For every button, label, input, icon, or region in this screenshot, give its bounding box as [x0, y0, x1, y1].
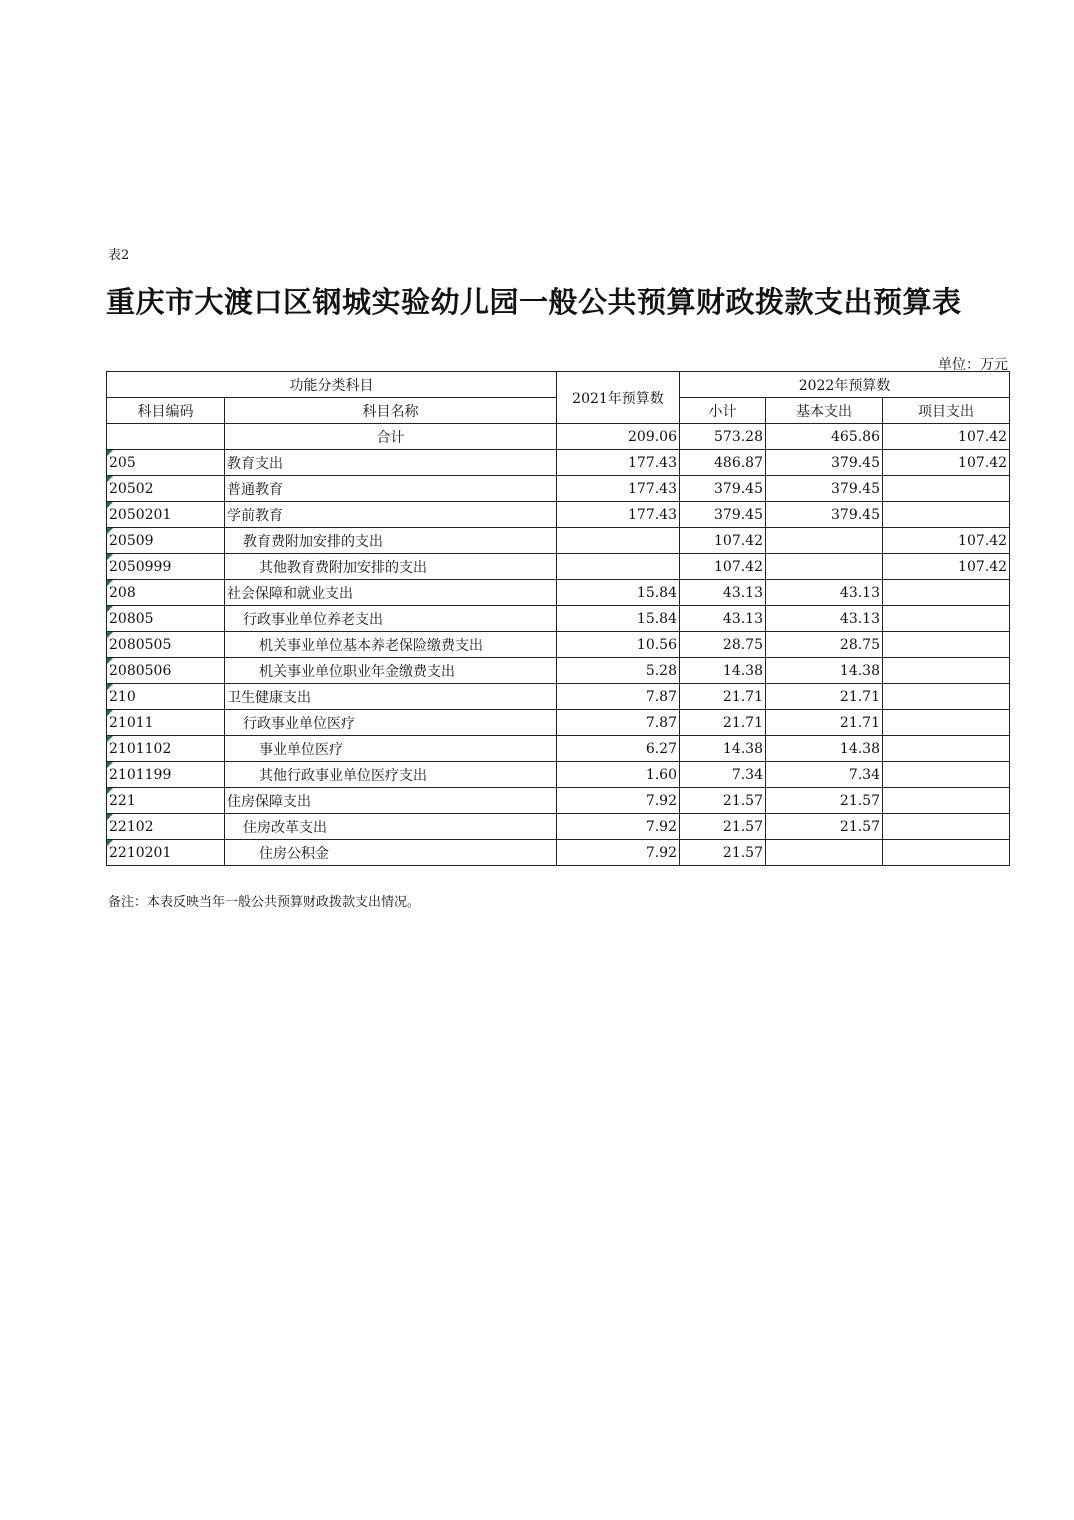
row-budget-2021: 10.56 [557, 632, 680, 658]
row-project: 107.42 [883, 528, 1010, 554]
row-budget-2021: 7.87 [557, 684, 680, 710]
row-name: 住房保障支出 [225, 788, 557, 814]
row-project [883, 476, 1010, 502]
header-budget-2021: 2021年预算数 [557, 372, 680, 424]
row-subtotal: 21.57 [680, 840, 766, 866]
table-row [107, 840, 1010, 866]
row-code [107, 554, 225, 580]
cell-marker-icon [107, 632, 113, 638]
row-code [107, 502, 225, 528]
row-project [883, 788, 1010, 814]
row-project [883, 814, 1010, 840]
row-basic: 379.45 [766, 476, 883, 502]
cell-marker-icon [107, 814, 113, 820]
row-budget-2021: 7.92 [557, 788, 680, 814]
row-name: 教育费附加安排的支出 [225, 528, 557, 554]
header-basic: 基本支出 [766, 398, 883, 424]
total-budget-2021: 209.06 [557, 424, 680, 450]
cell-marker-icon [107, 710, 113, 716]
cell-marker-icon [107, 658, 113, 664]
table-row [107, 554, 1010, 580]
row-code-text: 2050999 [109, 558, 172, 575]
row-code [107, 476, 225, 502]
row-name: 其他行政事业单位医疗支出 [225, 762, 557, 788]
table-row [107, 580, 1010, 606]
table-row [107, 736, 1010, 762]
cell-marker-icon [107, 684, 113, 690]
row-code [107, 736, 225, 762]
row-project [883, 658, 1010, 684]
row-code-text: 208 [109, 584, 136, 601]
table-row [107, 814, 1010, 840]
row-subtotal: 14.38 [680, 658, 766, 684]
row-code-text: 210 [109, 688, 136, 705]
row-basic: 14.38 [766, 736, 883, 762]
row-code [107, 658, 225, 684]
row-name: 社会保障和就业支出 [225, 580, 557, 606]
row-name: 机关事业单位职业年金缴费支出 [225, 658, 557, 684]
row-code [107, 632, 225, 658]
row-code [107, 606, 225, 632]
table-number-label: 表2 [108, 248, 130, 263]
row-budget-2021: 7.92 [557, 814, 680, 840]
row-budget-2021 [557, 528, 680, 554]
row-basic: 21.57 [766, 814, 883, 840]
row-budget-2021: 6.27 [557, 736, 680, 762]
row-basic: 43.13 [766, 606, 883, 632]
row-code-text: 221 [109, 792, 136, 809]
row-code-text: 2210201 [109, 844, 172, 861]
row-code-text: 20805 [109, 610, 154, 627]
cell-marker-icon [107, 450, 113, 456]
row-basic: 21.71 [766, 710, 883, 736]
budget-table [106, 371, 1010, 866]
header-row-1 [107, 372, 1010, 398]
row-subtotal: 486.87 [680, 450, 766, 476]
row-budget-2021: 177.43 [557, 450, 680, 476]
row-budget-2021: 15.84 [557, 580, 680, 606]
table-row [107, 710, 1010, 736]
row-project [883, 606, 1010, 632]
row-subtotal: 43.13 [680, 580, 766, 606]
row-code-text: 2080505 [109, 636, 172, 653]
row-basic: 14.38 [766, 658, 883, 684]
row-basic: 379.45 [766, 502, 883, 528]
row-code [107, 762, 225, 788]
document-title: 重庆市大渡口区钢城实验幼儿园一般公共预算财政拨款支出预算表 [106, 285, 962, 319]
row-code [107, 684, 225, 710]
row-basic: 379.45 [766, 450, 883, 476]
footnote: 备注：本表反映当年一般公共预算财政拨款支出情况。 [108, 895, 421, 910]
row-subtotal: 379.45 [680, 476, 766, 502]
header-project: 项目支出 [883, 398, 1010, 424]
header-code: 科目编码 [107, 398, 225, 424]
row-subtotal: 21.57 [680, 788, 766, 814]
table-row [107, 762, 1010, 788]
row-code-text: 2050201 [109, 506, 172, 523]
total-subtotal: 573.28 [680, 424, 766, 450]
row-code [107, 528, 225, 554]
row-project [883, 632, 1010, 658]
row-name: 学前教育 [225, 502, 557, 528]
row-budget-2021: 7.87 [557, 710, 680, 736]
row-code-text: 205 [109, 454, 136, 471]
total-basic: 465.86 [766, 424, 883, 450]
table-row [107, 632, 1010, 658]
row-code [107, 788, 225, 814]
row-name: 住房公积金 [225, 840, 557, 866]
row-budget-2021: 177.43 [557, 502, 680, 528]
cell-marker-icon [107, 762, 113, 768]
row-project [883, 684, 1010, 710]
row-basic: 43.13 [766, 580, 883, 606]
table-row [107, 502, 1010, 528]
row-code-text: 21011 [109, 714, 154, 731]
cell-marker-icon [107, 476, 113, 482]
row-code [107, 814, 225, 840]
row-basic [766, 554, 883, 580]
row-budget-2021 [557, 554, 680, 580]
row-subtotal: 28.75 [680, 632, 766, 658]
row-subtotal: 14.38 [680, 736, 766, 762]
row-subtotal: 107.42 [680, 528, 766, 554]
row-subtotal: 379.45 [680, 502, 766, 528]
row-subtotal: 7.34 [680, 762, 766, 788]
row-name: 行政事业单位医疗 [225, 710, 557, 736]
table-row [107, 606, 1010, 632]
header-subtotal: 小计 [680, 398, 766, 424]
row-code-text: 22102 [109, 818, 154, 835]
row-budget-2021: 177.43 [557, 476, 680, 502]
row-project [883, 710, 1010, 736]
row-name: 住房改革支出 [225, 814, 557, 840]
table-row [107, 476, 1010, 502]
total-row [107, 424, 1010, 450]
cell-marker-icon [107, 528, 113, 534]
row-code-text: 2101199 [109, 766, 172, 783]
row-budget-2021: 1.60 [557, 762, 680, 788]
row-code [107, 710, 225, 736]
row-code-text: 2101102 [109, 740, 172, 757]
cell-marker-icon [107, 736, 113, 742]
row-project [883, 762, 1010, 788]
cell-marker-icon [107, 554, 113, 560]
row-name: 教育支出 [225, 450, 557, 476]
header-budget-2022: 2022年预算数 [680, 372, 1010, 398]
row-subtotal: 21.57 [680, 814, 766, 840]
header-name: 科目名称 [225, 398, 557, 424]
row-project [883, 840, 1010, 866]
row-code [107, 840, 225, 866]
row-code-text: 20502 [109, 480, 154, 497]
header-func-class: 功能分类科目 [107, 372, 557, 398]
total-project: 107.42 [883, 424, 1010, 450]
cell-marker-icon [107, 840, 113, 846]
row-project: 107.42 [883, 554, 1010, 580]
row-basic: 28.75 [766, 632, 883, 658]
row-name: 普通教育 [225, 476, 557, 502]
row-code [107, 450, 225, 476]
table-row [107, 450, 1010, 476]
row-subtotal: 21.71 [680, 684, 766, 710]
row-code [107, 580, 225, 606]
row-subtotal: 107.42 [680, 554, 766, 580]
total-code-cell [107, 424, 225, 450]
table-row [107, 684, 1010, 710]
cell-marker-icon [107, 606, 113, 612]
row-basic: 7.34 [766, 762, 883, 788]
cell-marker-icon [107, 502, 113, 508]
cell-marker-icon [107, 580, 113, 586]
row-name: 事业单位医疗 [225, 736, 557, 762]
row-project [883, 580, 1010, 606]
row-subtotal: 43.13 [680, 606, 766, 632]
row-code-text: 20509 [109, 532, 154, 549]
row-budget-2021: 15.84 [557, 606, 680, 632]
row-budget-2021: 7.92 [557, 840, 680, 866]
row-basic [766, 840, 883, 866]
total-label: 合计 [225, 424, 557, 450]
unit-label: 单位：万元 [938, 357, 1008, 373]
table-row [107, 658, 1010, 684]
row-project [883, 736, 1010, 762]
row-basic: 21.57 [766, 788, 883, 814]
row-name: 行政事业单位养老支出 [225, 606, 557, 632]
row-basic: 21.71 [766, 684, 883, 710]
row-project [883, 502, 1010, 528]
row-name: 卫生健康支出 [225, 684, 557, 710]
table-row [107, 788, 1010, 814]
row-code-text: 2080506 [109, 662, 172, 679]
row-name: 机关事业单位基本养老保险缴费支出 [225, 632, 557, 658]
cell-marker-icon [107, 788, 113, 794]
row-budget-2021: 5.28 [557, 658, 680, 684]
table-row [107, 528, 1010, 554]
row-basic [766, 528, 883, 554]
row-subtotal: 21.71 [680, 710, 766, 736]
row-name: 其他教育费附加安排的支出 [225, 554, 557, 580]
row-project: 107.42 [883, 450, 1010, 476]
